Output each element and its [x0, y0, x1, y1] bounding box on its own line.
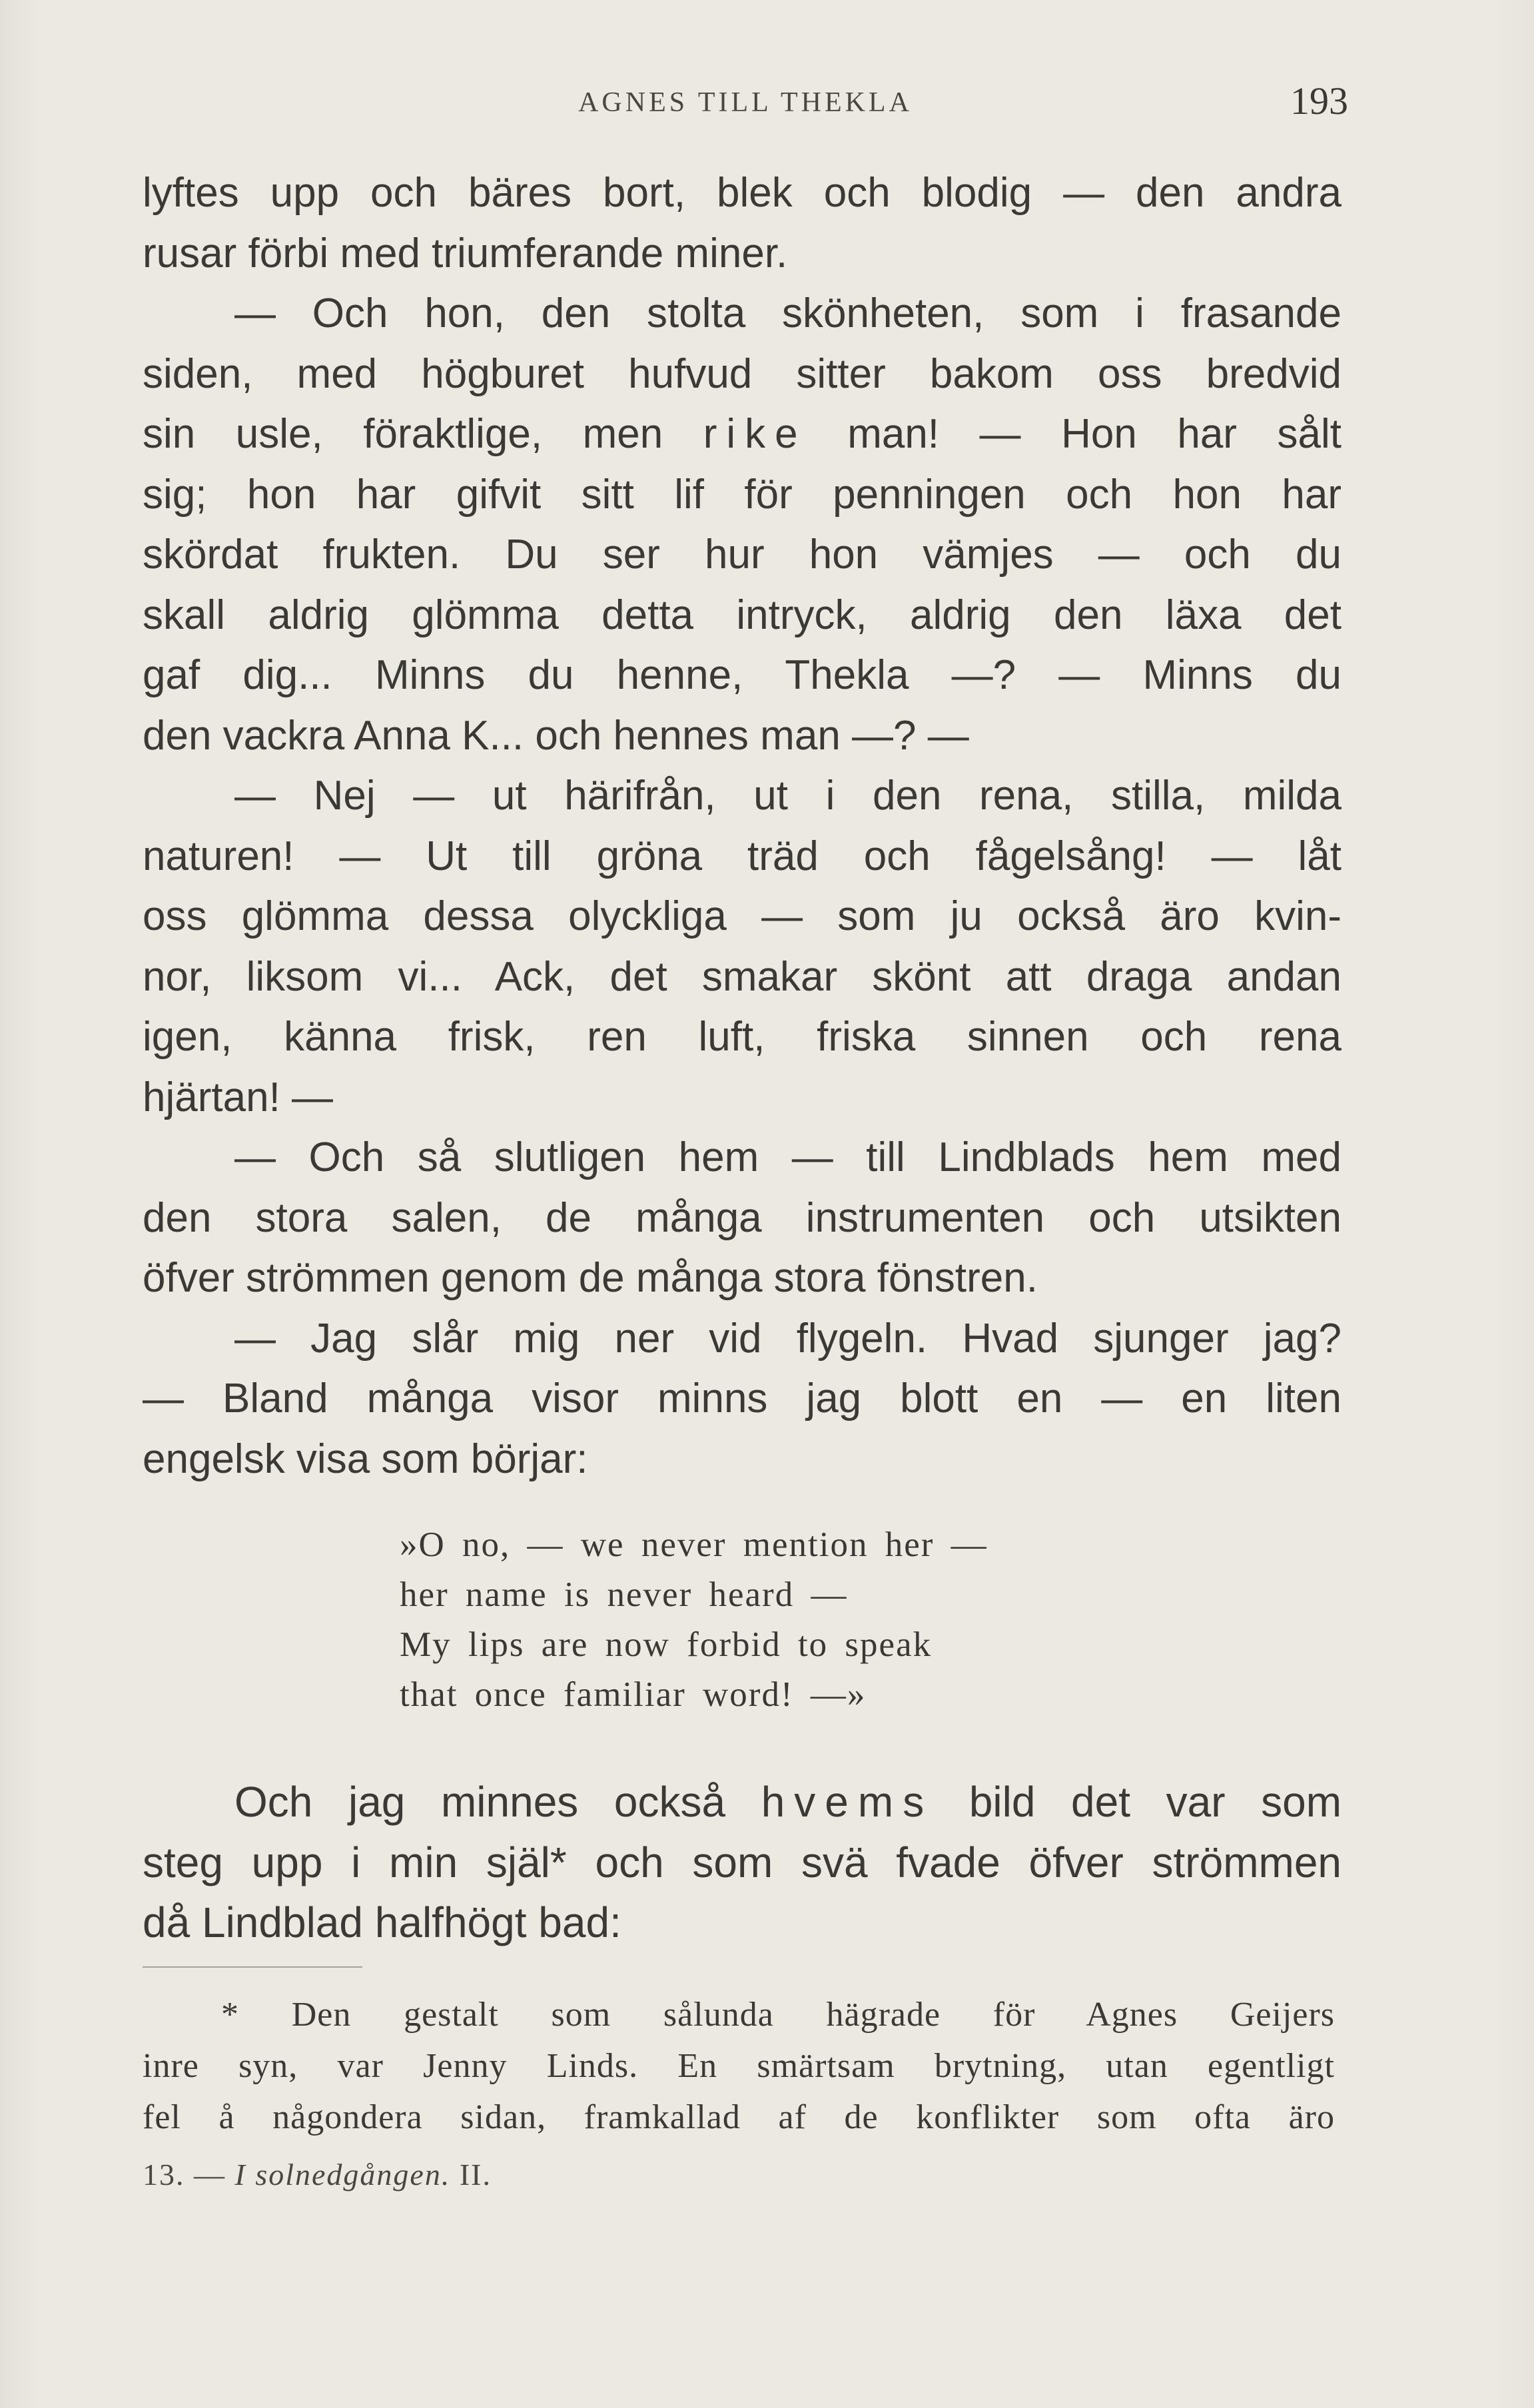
text-line: — Bland många visor minns jag blott en — en liten [143, 1376, 1342, 1421]
poem-line: My lips are now forbid to speak [400, 1625, 933, 1664]
book-title: I solnedgången. [234, 2158, 451, 2192]
closing-paragraph [143, 1772, 1342, 1953]
body-text [143, 163, 1342, 1489]
text-line: öfver strömmen genom de många stora fönstren. [143, 1255, 1038, 1301]
text-line [143, 1772, 1342, 1832]
footnote [143, 1989, 1335, 2143]
text-line: gaf dig... Minns du henne, Thekla —? — Minns du [143, 652, 1342, 698]
page-number: 193 [1290, 79, 1348, 123]
text-line [143, 404, 1342, 465]
volume-number: II. [459, 2158, 492, 2192]
text-line: engelsk visa som börjar: [143, 1435, 588, 1482]
footnote-line: fel å någondera sidan, framkallad af de konflikter som ofta äro [143, 2098, 1335, 2136]
text-segment: bild det var som [968, 1778, 1342, 1826]
text-line: nor, liksom vi... Ack, det smakar skönt att draga andan [143, 953, 1342, 1000]
text-line: naturen! — Ut till gröna träd och fågelsång! — låt [143, 833, 1342, 879]
text-line: lyftes upp och bäres bort, blek och blodig — den andra [143, 170, 1342, 216]
text-line: då Lindblad halfhögt bad: [143, 1898, 621, 1946]
poem-quote [400, 1520, 988, 1720]
poem-line: that once familiar word! —» [400, 1675, 867, 1714]
poem-line: her name is never heard — [400, 1575, 848, 1614]
footnote-line: inre syn, var Jenny Linds. En smärtsam brytning, utan egentligt [143, 2047, 1335, 2085]
text-line: steg upp i min själ* och som svä fvade öfver strömmen [143, 1838, 1342, 1886]
text-line: — Och så slutligen hem — till Lindblads hem med [234, 1134, 1342, 1180]
text-line: skall aldrig glömma detta intryck, aldrig den läxa det [143, 592, 1342, 638]
text-line: hjärtan! — [143, 1074, 334, 1120]
text-line: — Jag slår mig ner vid flygeln. Hvad sjunger jag? [234, 1315, 1342, 1362]
text-line: rusar förbi med triumferande miner. [143, 230, 788, 276]
sheet-number: 13. — [143, 2158, 226, 2192]
text-line: sig; hon har gifvit sitt lif för penningen och hon har [143, 471, 1342, 518]
text-line: — Nej — ut härifrån, ut i den rena, stilla, milda [234, 773, 1342, 819]
text-segment: sin usle, föraktlige, men [143, 411, 663, 457]
emphasized-word: rike [703, 411, 807, 457]
text-line: skördat frukten. Du ser hur hon vämjes — och du [143, 532, 1342, 578]
page-header [143, 79, 1348, 125]
text-segment: Och jag minnes också [234, 1778, 726, 1826]
text-segment: man! — Hon har sålt [847, 411, 1342, 457]
emphasized-word: hvems [761, 1778, 934, 1826]
footnote-line: * Den gestalt som sålunda hägrade för Agnes Geijers [221, 1996, 1335, 2034]
text-line: den vackra Anna K... och hennes man —? — [143, 712, 969, 759]
text-line: siden, med högburet hufvud sitter bakom oss bredvid [143, 350, 1342, 397]
text-line: igen, känna frisk, ren luft, friska sinnen och rena [143, 1014, 1342, 1060]
text-line: oss glömma dessa olyckliga — som ju också äro kvin- [143, 893, 1342, 939]
poem-line: »O no, — we never mention her — [400, 1525, 988, 1564]
text-line: — Och hon, den stolta skönheten, som i frasande [234, 290, 1342, 336]
text-line: den stora salen, de många instrumenten och utsikten [143, 1194, 1342, 1241]
footnote-divider [143, 1966, 362, 1968]
printer-signature [143, 2157, 492, 2192]
running-head: AGNES TILL THEKLA [578, 87, 913, 118]
